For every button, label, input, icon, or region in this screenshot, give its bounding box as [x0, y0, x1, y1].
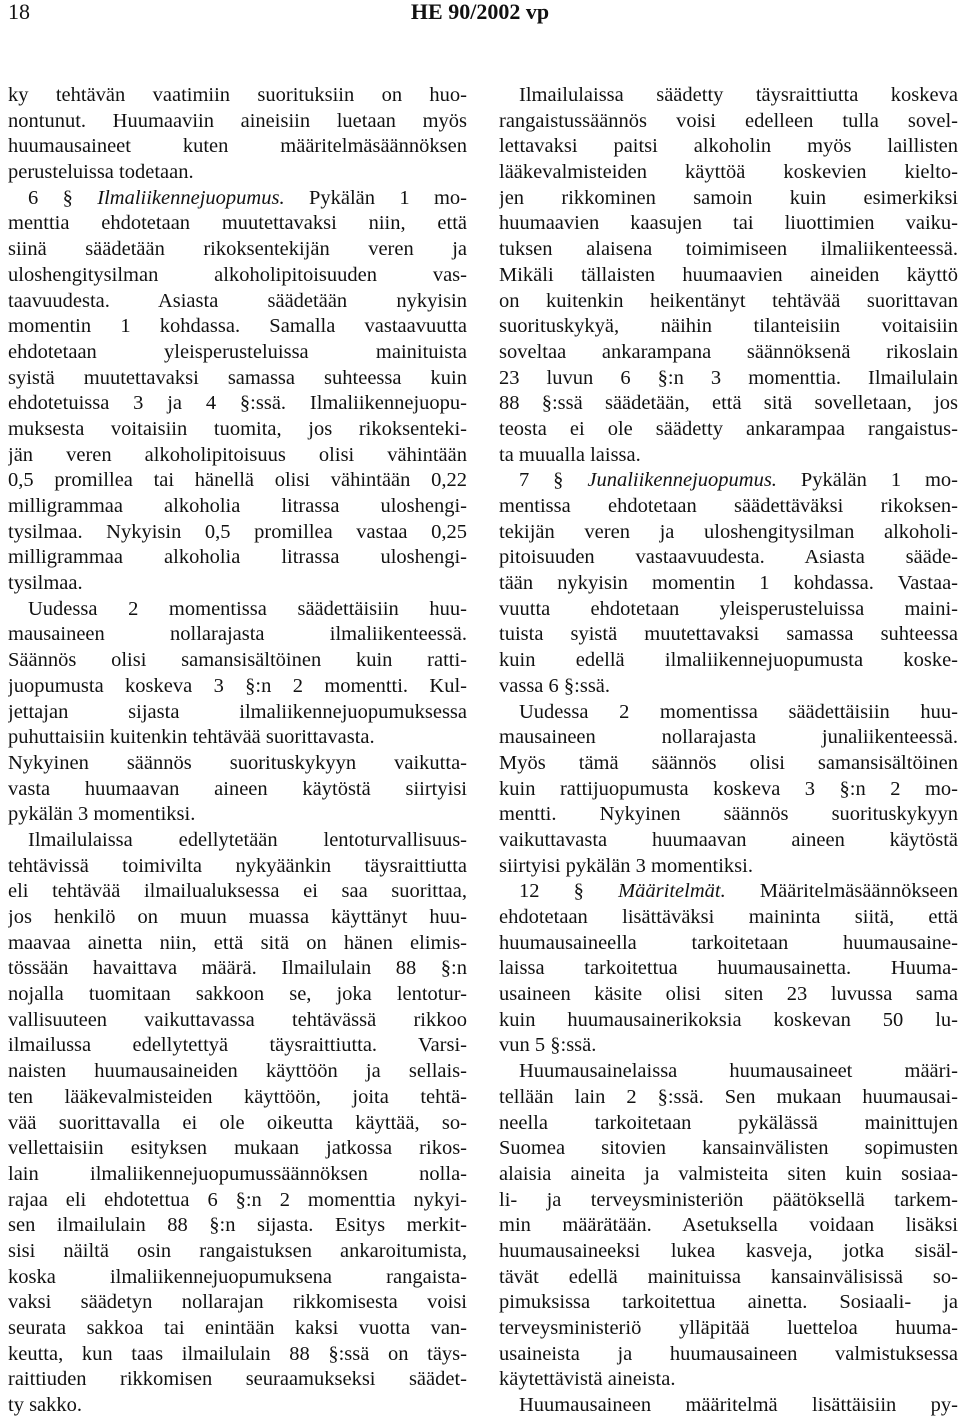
text-line: mentti. Nykyinen säännös suorituskykyyn: [499, 803, 958, 826]
text-line: 23 luvun 6 §:n 3 momenttia. Ilmailulain: [499, 366, 958, 389]
text-line: mausaineen nollarajasta junaliikenteessä.: [499, 726, 958, 749]
text-line: ty sakko.: [8, 1394, 83, 1417]
text-line: käytettävistä aineista.: [499, 1368, 676, 1391]
text-line: tuksen alaisena toimimiseen ilmaliikenteessä.: [499, 238, 958, 261]
text-line: neella tarkoitetaan pykälässä mainittujen: [499, 1111, 958, 1134]
page-number: 18: [8, 0, 30, 24]
text-line: tehtävissä toimivilta nykyäänkin täysraittiutta: [8, 854, 467, 877]
text-line: siirtyisi pykälän 3 momentiksi.: [499, 854, 753, 877]
text-line: ky tehtävän vaatimiin suorituksiin on huo-: [8, 84, 467, 106]
text-line: jän veren alkoholipitoisuus olisi vähintään: [8, 443, 467, 466]
page-header: [0, 0, 960, 40]
text-line: usaineista ja huumausaineen valmistuksessa: [499, 1342, 958, 1365]
text-line: naisten huumausaineiden käyttöön ja sellais-: [8, 1060, 467, 1083]
text-line: Huumausaineen määritelmä lisättäisiin py-: [519, 1394, 958, 1417]
text-line: Uudessa 2 momentissa säädettäisiin huu-: [28, 597, 467, 620]
text-line: keutta, kun taas ilmailulain 88 §:ssä on täys-: [8, 1342, 467, 1365]
text-line: tössään havaittava määrä. Ilmailulain 88 §:n: [8, 957, 467, 980]
text-line: Ilmailulaissa edellytetään lentoturvallisuus-: [28, 828, 467, 851]
section-title: Junaliikennejuopumus.: [587, 469, 777, 492]
text-line: mausaineen nollarajasta ilmaliikenteessä.: [8, 623, 467, 646]
text-line: Nykyinen säännös suorituskykyyn vaikutta-: [8, 751, 467, 774]
document-id: HE 90/2002 vp: [410, 0, 550, 24]
text-line: nojalla tuomitaan sakkoon se, joka lentotur-: [8, 983, 467, 1006]
text-segment: 7 §: [519, 469, 588, 492]
text-line: Huumausainelaissa huumausaineet määri-: [519, 1060, 958, 1083]
text-line: ilmailussa edellytettyä täysraittiutta. Varsi-: [8, 1034, 467, 1057]
text-line: seurata sakkoa tai enintään kaksi vuotta van-: [8, 1317, 467, 1339]
text-line: ten lääkevalmisteiden käyttöön, joita tehtä-: [8, 1085, 467, 1108]
text-line: ta muualla laissa.: [499, 443, 641, 466]
text-line: vallisuuteen vaikuttavassa tehtävässä rikkoo: [8, 1008, 467, 1031]
text-line: pykälän 3 momentiksi.: [8, 803, 196, 826]
text-line: Säännös olisi samansisältöinen kuin ratti-: [8, 649, 467, 672]
text-line: usaineen käsite olisi siten 23 luvussa sama: [499, 983, 958, 1006]
text-line: alaisia aineita ja valmisteita siten kuin sosiaa-: [499, 1162, 958, 1185]
text-line: syistä muutettavaksi samassa suhteessa kuin: [8, 366, 467, 389]
text-line: lääkevalmisteiden käyttöä koskevien kielto-: [499, 161, 958, 184]
text-line: nontunut. Huumaaviin aineisiin luetaan myös: [8, 109, 467, 132]
text-line: pimuksissa tarkoitettua ainetta. Sosiaali- ja: [499, 1291, 958, 1314]
text-line: Suomea sitovien kansainvälisten sopimusten: [499, 1137, 958, 1160]
text-line: tävät edellä mainituissa kansainvälisissä so-: [499, 1265, 958, 1288]
text-line: maavaa ainetta niin, että sitä on hänen elimis-: [8, 931, 467, 954]
text-line: tään nykyisin momentin 1 kohdassa. Vastaa-: [499, 572, 958, 595]
text-segment: Pykälän 1 mo-: [284, 186, 467, 209]
text-line: terveysministeriö ylläpitää luetteloa huuma-: [499, 1317, 958, 1339]
text-line: eli tehtävää ilmailualuksessa ei saa suorittaa,: [8, 880, 467, 903]
text-line: puhuttaisiin kuitenkin tehtävää suorittavasta.: [8, 726, 375, 749]
text-line: menttia ehdotetaan muutettavaksi niin, että: [8, 212, 467, 235]
text-line: mentissa ehdotetaan säädettäväksi rikoksen-: [499, 495, 958, 517]
text-line: 88 §:ssä säädetään, että sitä sovelletaan, jos: [499, 392, 958, 415]
text-line: jettajan sijasta ilmaliikennejuopumuksessa: [8, 700, 467, 723]
text-segment: Pykälän 1 mo-: [776, 469, 958, 492]
text-line: 0,5 promillea tai hänellä olisi vähintään 0,22: [8, 469, 467, 492]
text-line: juopumusta koskeva 3 §:n 2 momentti. Kul-: [8, 674, 467, 697]
text-line: jen rikkominen samoin kuin esimerkiksi: [499, 186, 958, 209]
text-line: uloshengitysilman alkoholipitoisuuden vas-: [8, 263, 467, 286]
text-line: vää suorittavalla ei ole oikeutta käyttää, so-: [8, 1111, 467, 1134]
text-line: [499, 468, 958, 494]
text-segment: 6 §: [28, 186, 98, 209]
text-line: Mikäli tällaisten huumaavien aineiden käyttö: [499, 263, 958, 286]
text-line: siinä säädetään rikoksentekijän veren ja: [8, 238, 467, 261]
text-segment: 12 §: [519, 880, 619, 903]
text-line: kuin huumausainerikoksia koskevan 50 lu-: [499, 1008, 958, 1031]
left-text-column: [8, 83, 467, 1419]
text-line: ehdotetaan yleisperusteluissa mainituista: [8, 340, 467, 363]
text-line: vasta huumaavan aineen käytöstä siirtyisi: [8, 777, 467, 800]
text-line: rangaistussäännös voisi edelleen tulla sovel-: [499, 109, 958, 132]
text-line: rajaa eli ehdotettua 6 §:n 2 momenttia nykyi-: [8, 1188, 467, 1211]
text-line: on kuitenkin heikentänyt tehtävää suorittavan: [499, 289, 958, 312]
text-line: koska ilmaliikennejuopumuksena rangaista-: [8, 1265, 467, 1288]
text-line: jos henkilö on muun muassa käyttänyt huu-: [8, 906, 467, 928]
text-line: huumausaineeksi lukea kasveja, jotka sisäl-: [499, 1239, 958, 1262]
text-line: sen ilmailulain 88 §:n sijasta. Esitys merkit-: [8, 1214, 467, 1237]
text-segment: Määritelmäsäännökseen: [725, 880, 958, 903]
text-line: milligrammaa alkoholia litrassa uloshengi-: [8, 495, 467, 517]
text-line: suorituskykyä, näihin tilanteisiin voitaisiin: [499, 315, 958, 338]
text-line: Myös tämä säännös olisi samansisältöinen: [499, 751, 958, 774]
text-line: momentin 1 kohdassa. Samalla vastaavuutta: [8, 315, 467, 338]
text-line: taavuudesta. Asiasta säädetään nykyisin: [8, 289, 467, 312]
text-line: vellettaisiin esityksen mukaan jatkossa rikos-: [8, 1137, 467, 1160]
text-line: huumaavien kaasujen tai liuottimien vaiku-: [499, 212, 958, 235]
text-line: tellään lain 2 §:ssä. Sen mukaan huumausai-: [499, 1085, 958, 1108]
text-line: laissa tarkoitettua huumausainetta. Huuma-: [499, 957, 958, 980]
text-line: ehdotetaan lisättäväksi maininta siitä, että: [499, 906, 958, 928]
text-line: pitoisuuden vastaavuudesta. Asiasta sääde-: [499, 546, 958, 569]
text-line: sisi näiltä osin rangaistuksen ankaroitumista,: [8, 1239, 467, 1262]
text-line: tysilmaa. Nykyisin 0,5 promillea vastaa 0,25: [8, 520, 467, 543]
text-line: tekijän veren ja uloshengitysilman alkoholi-: [499, 520, 958, 543]
text-line: kuin edellä ilmaliikennejuopumusta koske-: [499, 649, 958, 672]
text-line: vun 5 §:ssä.: [499, 1034, 597, 1057]
text-line: soveltaa ankarampana säännöksenä rikoslain: [499, 340, 958, 363]
text-line: [499, 879, 958, 905]
text-line: vaksi säädetyn nollarajan rikkomisesta voisi: [8, 1291, 467, 1314]
text-line: li- ja terveysministeriön päätöksellä tarkem-: [499, 1188, 958, 1211]
text-line: vuutta ehdotetaan yleisperusteluissa maini-: [499, 597, 958, 620]
text-line: ehdotetuissa 3 ja 4 §:ssä. Ilmaliikennejuopu-: [8, 392, 467, 415]
text-line: tuista syistä muutettavaksi samassa suhteessa: [499, 623, 958, 646]
text-line: lettavaksi paitsi alkoholin myös laillisten: [499, 135, 958, 158]
text-line: huumausaineet kuten määritelmäsäännöksen: [8, 135, 467, 158]
text-line: Uudessa 2 momentissa säädettäisiin huu-: [519, 700, 958, 723]
text-line: [8, 186, 467, 212]
text-line: Ilmailulaissa säädetty täysraittiutta koskeva: [519, 84, 958, 106]
text-line: raittiuden rikkomisen seuraamukseksi säädet-: [8, 1368, 467, 1391]
text-line: min määrätään. Asetuksella voidaan lisäksi: [499, 1214, 958, 1237]
section-title: Ilmaliikennejuopumus.: [97, 186, 285, 209]
text-line: kuin rattijuopumusta koskeva 3 §:n 2 mo-: [499, 777, 958, 800]
text-line: milligrammaa alkoholia litrassa uloshengi-: [8, 546, 467, 569]
right-text-column: [499, 83, 958, 1419]
text-line: huumausaineella tarkoitetaan huumausaine-: [499, 931, 958, 954]
text-line: vaikuttavasta huumaavan aineen käytöstä: [499, 828, 958, 851]
text-line: perusteluissa todetaan.: [8, 161, 194, 184]
section-title: Määritelmät.: [618, 880, 726, 903]
text-line: tysilmaa.: [8, 572, 83, 595]
text-line: lain ilmaliikennejuopumussäännöksen nolla-: [8, 1162, 467, 1185]
text-line: vassa 6 §:ssä.: [499, 674, 611, 697]
text-line: muksesta voitaisiin tuomita, jos rikoksenteki-: [8, 417, 467, 440]
text-line: teosta ei ole säädetty ankarampaa rangaistus-: [499, 417, 958, 440]
